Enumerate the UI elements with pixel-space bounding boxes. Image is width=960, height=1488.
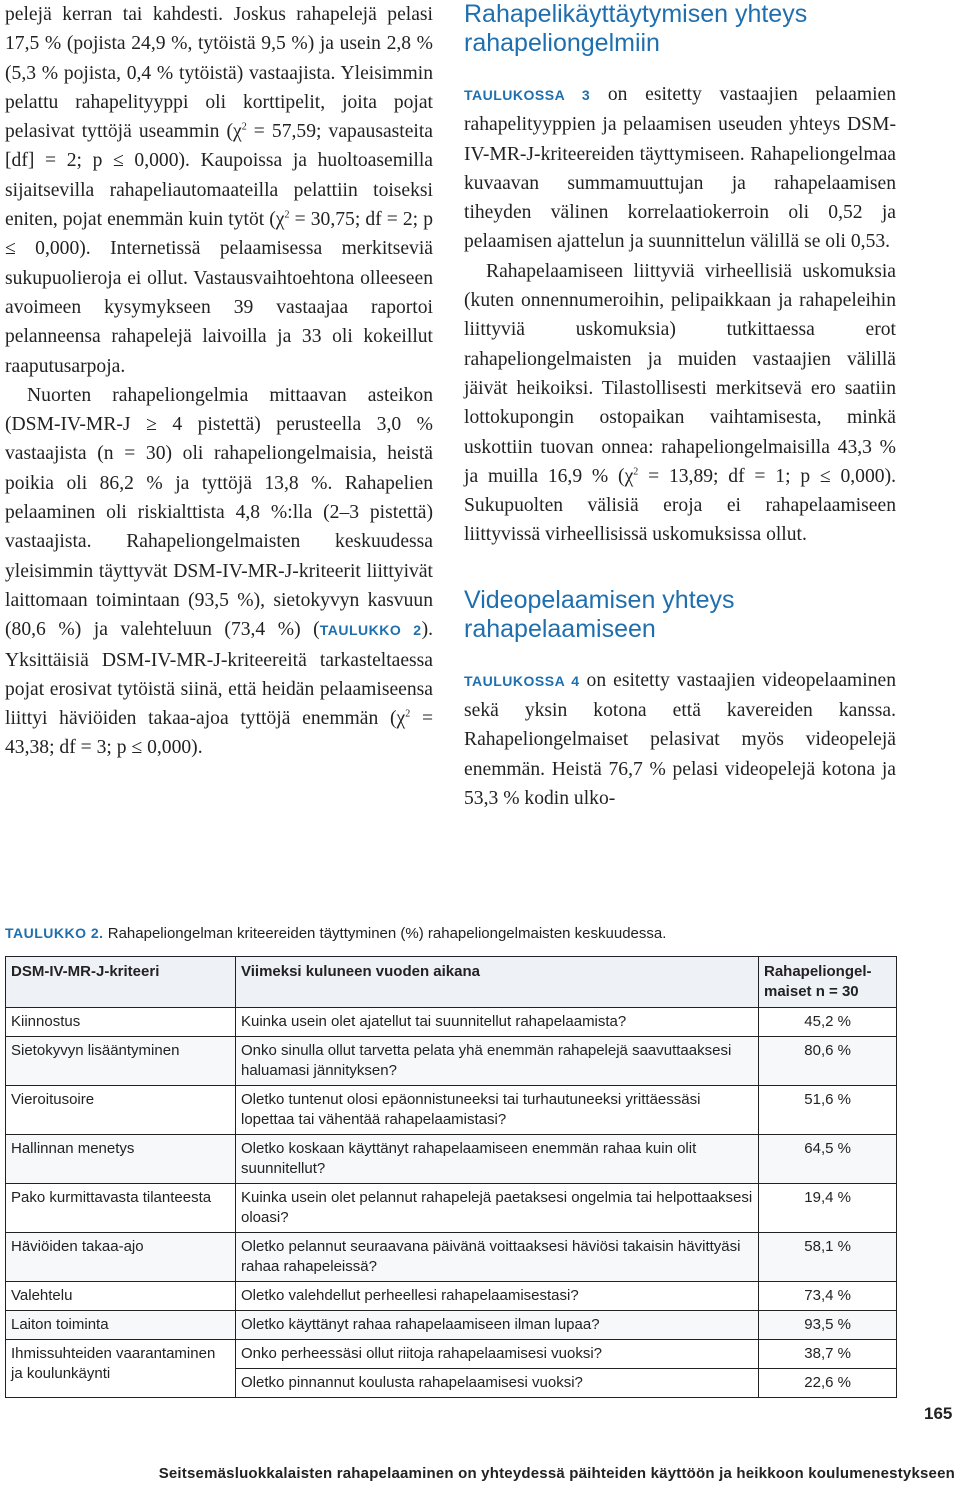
column-header-criterion: DSM-IV-MR-J-kriteeri	[6, 957, 236, 1008]
table-row	[6, 1086, 897, 1135]
question-cell: Kuinka usein olet ajatellut tai suunnitellut rahapelaamista?	[236, 1008, 759, 1037]
left-text-column	[5, 0, 433, 763]
criterion-cell: Valehtelu	[6, 1282, 236, 1311]
table-header-row	[6, 957, 897, 1008]
column-header-question: Viimeksi kuluneen vuoden aikana	[236, 957, 759, 1008]
right-paragraph-2: Rahapelaamiseen liittyviä virheellisiä uskomuksia (kuten onnennumeroihin, pelipaikkaan ja rahapeleihin liittyviä uskomuksia) tutkittaessa erot rahapeliongelmaisten ja muiden vastaajien välillä jäivät heikoiksi. Tilastollisesti merkitsevä ero saatiin lottokupongin ostopaikan vaihtamisesta, minkä uskottiin tuovan onnea: rahapeliongelmaisilla 43,3 % ja muilla 16,9 % ($\chi^2 = 13,89$; df = 1; p ≤ 0,000). Sukupuolten välisiä eroja ei rahapelaamiseen liittyvissä virheellisissä uskomuksissa ollut.	[464, 260, 896, 546]
table-caption-text: Rahapeliongelman kriteereiden täyttyminen (%) rahapeliongelmaisten keskuudessa.	[103, 925, 667, 942]
table-4-reference[interactable]: TAULUKOSSA 4	[464, 672, 580, 689]
value-cell: 64,5 %	[759, 1135, 897, 1184]
question-cell: Oletko pinnannut koulusta rahapelaamisesi vuoksi?	[236, 1369, 759, 1398]
table-row	[6, 1008, 897, 1037]
criterion-cell: Hallinnan menetys	[6, 1135, 236, 1184]
question-cell: Oletko käyttänyt rahaa rahapelaamiseen ilman lupaa?	[236, 1311, 759, 1340]
table-row	[6, 1340, 897, 1369]
question-cell: Onko sinulla ollut tarvetta pelata yhä enemmän rahapelejä saavuttaaksesi haluamasi jännityksen?	[236, 1037, 759, 1086]
question-cell: Oletko pelannut seuraavana päivänä voittaaksesi häviösi takaisin hävittyäsi rahaa rahapeleissä?	[236, 1233, 759, 1282]
table-row	[6, 1184, 897, 1233]
question-cell: Onko perheessäsi ollut riitoja rahapelaamisesi vuoksi?	[236, 1340, 759, 1369]
table-row	[6, 1135, 897, 1184]
section-heading-video-gaming: Videopelaamisen yhteys rahapelaamiseen	[464, 585, 735, 643]
value-cell: 38,7 %	[759, 1340, 897, 1369]
running-footer: Seitsemäsluokkalaisten rahapelaaminen on yhteydessä päihteiden käyttöön ja heikkoon koulumenestykseen	[158, 1465, 955, 1482]
value-cell: 80,6 %	[759, 1037, 897, 1086]
left-paragraph-1: pelejä kerran tai kahdesti. Joskus rahapelejä pelasi 17,5 % (pojista 24,9 %, tytöistä 9,5 %) ja usein 2,8 % (5,3 % pojista, 0,4 % tytöistä) vastaajista. Yleisimmin pelattu rahapelityyppi oli korttipelit, joita pojat pelasivat tyttöjä useammin ($\chi^2 = 57,59$; vapausasteita [df] = 2; p ≤ 0,000). Kaupoissa ja huoltoasemilla sijaitsevilla rahapeliautomaateilla pelattiin toiseksi eniten, pojat enemmän kuin tytöt ($\chi^2 = 30,75$; df = 2; p ≤ 0,000). Internetissä pelaamisessa merkitseviä sukupuolieroja ei ollut. Vastausvaihtoehtona olleeseen avoimeen kysymykseen 39 vastaajaa raportoi pelanneensa rahapelejä laivoilla ja 33 oli kokeillut raaputusarpoja.	[5, 4, 433, 377]
value-cell: 58,1 %	[759, 1233, 897, 1282]
question-cell: Kuinka usein olet pelannut rahapelejä paetaksesi ongelmia tai helpottaaksesi oloasi?	[236, 1184, 759, 1233]
right-paragraph-3: TAULUKOSSA 4 on esitetty vastaajien videopelaaminen sekä yksin kotona että kavereiden kanssa. Rahapeliongelmaiset pelasivat myös videopelejä enemmän. Heistä 76,7 % pelasi videopelejä kotona ja 53,3 % kodin ulko-	[464, 669, 896, 809]
criterion-cell: Ihmissuhteiden vaarantaminen ja koulunkäynti	[6, 1340, 236, 1398]
right-text-column	[464, 0, 896, 813]
table-row	[6, 1311, 897, 1340]
criterion-cell: Sietokyvyn lisääntyminen	[6, 1037, 236, 1086]
criterion-cell: Häviöiden takaa-ajo	[6, 1233, 236, 1282]
table-row	[6, 1282, 897, 1311]
value-cell: 93,5 %	[759, 1311, 897, 1340]
criterion-cell: Laiton toiminta	[6, 1311, 236, 1340]
question-cell: Oletko valehdellut perheellesi rahapelaamisestasi?	[236, 1282, 759, 1311]
table-row	[6, 1037, 897, 1086]
table-2-reference[interactable]: TAULUKKO 2	[319, 622, 422, 639]
criterion-cell: Vieroitusoire	[6, 1086, 236, 1135]
table-3-reference[interactable]: TAULUKOSSA 3	[464, 87, 591, 103]
value-cell: 19,4 %	[759, 1184, 897, 1233]
table-row	[6, 1233, 897, 1282]
value-cell: 45,2 %	[759, 1008, 897, 1037]
section-heading-gambling-behaviour: Rahapelikäyttäytymisen yhteys rahapeliongelmiin	[464, 0, 808, 57]
value-cell: 22,6 %	[759, 1369, 897, 1398]
question-cell: Oletko tuntenut olosi epäonnistuneeksi tai turhautuneeksi yrittäessäsi lopettaa tai vähentää rahapelaamistasi?	[236, 1086, 759, 1135]
page-number: 165	[924, 1404, 953, 1423]
table-caption-label: TAULUKKO 2.	[5, 925, 104, 941]
criterion-cell: Kiinnostus	[6, 1008, 236, 1037]
column-header-percent: Rahapeliongel-maiset n = 30	[759, 957, 897, 1008]
table-caption	[5, 925, 905, 942]
right-paragraph-1: TAULUKOSSA 3 on esitetty vastaajien pelaamien rahapelityyppien ja pelaamisen useuden yhteys DSM-IV-MR-J-kriteereiden täyttymiseen. Rahapeliongelmaa kuvaavan summamuuttujan ja rahapelaamisen tiheyden välinen korrelaatiokerroin oli 0,52 ja pelaamisen ajattelun ja suunnittelun välillä se oli 0,53.	[464, 84, 897, 253]
left-paragraph-2: Nuorten rahapeliongelmia mittaavan asteikon (DSM-IV-MR-J ≥ 4 pistettä) perusteella 3,0 % vastaajista (n = 30) oli rahapeliongelmaisia, heistä poikia oli 86,2 % ja tyttöjä 13,8 %. Rahapelien pelaaminen oli riskialttista 4,8 %:lla (2–3 pistettä) vastaajista. Rahapeliongelmaisten keskuudessa yleisimmin täyttyvät DSM-IV-MR-J-kriteerit liittyivät laittomaan toimintaan (93,5 %), sietokyvyn kasvuun (80,6 %) ja valehteluun (73,4 %) (TAULUKKO 2). Yksittäisiä DSM-IV-MR-J-kriteereitä tarkasteltaessa pojat erosivat tytöistä siinä, että heidän pelaamiseensa liittyi häviöiden takaa-ajoa tyttöjä enemmän ($\chi^2 = 43,38$; df = 3; p ≤ 0,000).	[5, 384, 433, 759]
question-cell: Oletko koskaan käyttänyt rahapelaamiseen enemmän rahaa kuin olit suunnitellut?	[236, 1135, 759, 1184]
criterion-cell: Pako kurmittavasta tilanteesta	[6, 1184, 236, 1233]
criteria-table	[5, 956, 897, 1398]
value-cell: 51,6 %	[759, 1086, 897, 1135]
value-cell: 73,4 %	[759, 1282, 897, 1311]
